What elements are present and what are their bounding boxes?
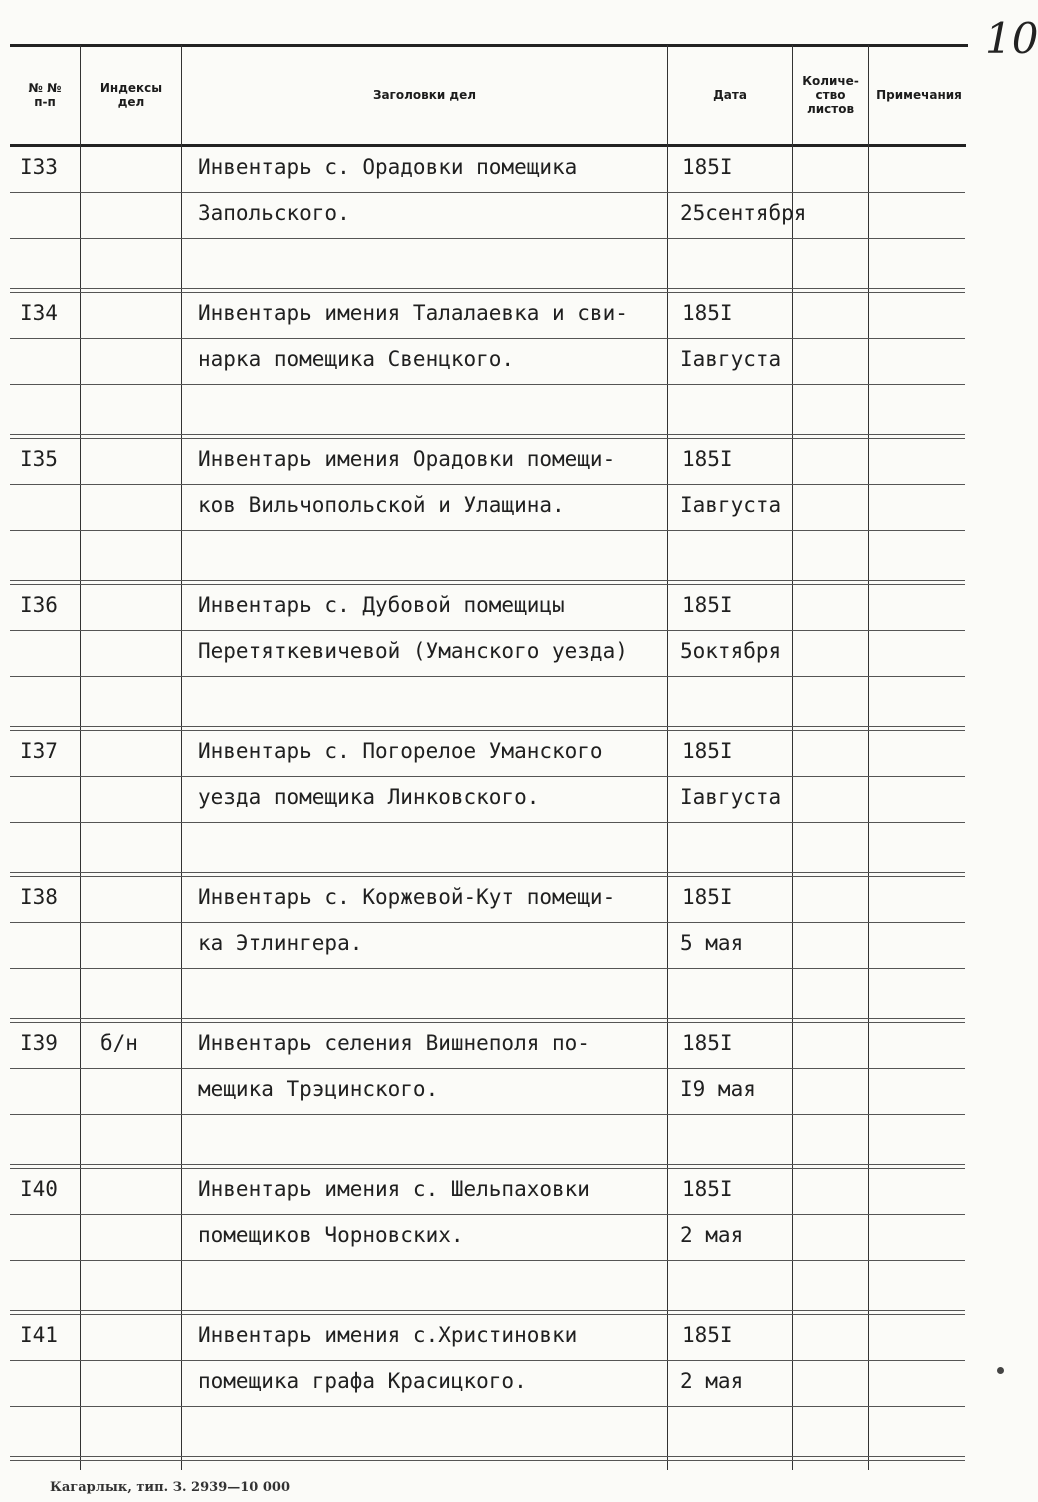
ruled-line <box>10 968 965 969</box>
record-date-day: Iавгуста <box>680 347 782 371</box>
record-number: I39 <box>20 1031 58 1055</box>
record-title-line1: Инвентарь селения Вишнеполя по- <box>198 1031 590 1055</box>
record-date-day: 5октября <box>680 639 782 663</box>
record-title-line1: Инвентарь с. Орадовки помещика <box>198 155 578 179</box>
ruled-line <box>10 922 965 923</box>
ruled-line <box>10 192 965 193</box>
record-date-year: 185I <box>682 1177 733 1201</box>
ruled-line <box>10 822 965 823</box>
header-num: № № п-п <box>28 81 62 109</box>
ruled-line <box>10 1214 965 1215</box>
record-title-line2: мещика Трэцинского. <box>198 1077 439 1101</box>
ruled-line <box>10 384 965 385</box>
ruled-line <box>10 580 965 581</box>
record-date-year: 185I <box>682 155 733 179</box>
record-title-line2: ков Вильчопольской и Улащина. <box>198 493 565 517</box>
ruled-line <box>10 288 965 289</box>
record-date-year: 185I <box>682 593 733 617</box>
ruled-line <box>10 530 965 531</box>
record-title-line1: Инвентарь с. Погорелое Уманского <box>198 739 603 763</box>
table-top-rule <box>10 44 968 47</box>
ruled-line <box>10 238 965 239</box>
record-number: I35 <box>20 447 58 471</box>
record-date-year: 185I <box>682 447 733 471</box>
record-date-year: 185I <box>682 885 733 909</box>
record-title-line2: Запольского. <box>198 201 350 225</box>
record-title-line2: нарка помещика Свенцкого. <box>198 347 515 371</box>
ruled-line <box>10 434 965 435</box>
record-date-day: I9 мая <box>680 1077 756 1101</box>
ruled-line <box>10 1310 965 1311</box>
ruled-line <box>10 676 965 677</box>
record-date-day: Iавгуста <box>680 785 782 809</box>
record-date-day: 2 мая <box>680 1223 744 1247</box>
ruled-line <box>10 872 965 873</box>
ruled-line <box>10 1456 965 1457</box>
record-title-line1: Инвентарь с. Коржевой-Кут помещи- <box>198 885 616 909</box>
header-index: Индексы дел <box>99 81 163 109</box>
record-title-line1: Инвентарь имения Талалаевка и сви- <box>198 301 628 325</box>
ruled-line <box>10 1068 965 1069</box>
ruled-line <box>10 726 965 727</box>
record-title-line1: Инвентарь с. Дубовой помещицы <box>198 593 565 617</box>
record-title-line1: Инвентарь имения с. Шельпаховки <box>198 1177 590 1201</box>
header-count: Количе- ство листов <box>802 74 859 116</box>
header-date: Дата <box>713 88 747 102</box>
record-date-year: 185I <box>682 1031 733 1055</box>
record-index: б/н <box>100 1031 138 1055</box>
record-title-line2: помещика графа Красицкого. <box>198 1369 527 1393</box>
record-title-line2: ка Этлингера. <box>198 931 363 955</box>
ruled-line <box>10 1460 965 1461</box>
ruled-line <box>10 1260 965 1261</box>
record-number: I33 <box>20 155 58 179</box>
record-number: I40 <box>20 1177 58 1201</box>
record-number: I37 <box>20 739 58 763</box>
record-title-line2: уезда помещика Линковского. <box>198 785 540 809</box>
column-divider <box>868 45 869 1470</box>
record-date-year: 185I <box>682 739 733 763</box>
record-date-day: 25сентября <box>680 201 807 225</box>
column-divider <box>667 45 668 1470</box>
record-title-line1: Инвентарь имения Орадовки помещи- <box>198 447 616 471</box>
ruled-line <box>10 1018 965 1019</box>
column-divider <box>80 45 81 1470</box>
record-number: I38 <box>20 885 58 909</box>
record-date-year: 185I <box>682 1323 733 1347</box>
ink-mark <box>997 1367 1004 1374</box>
record-title-line1: Инвентарь имения с.Христиновки <box>198 1323 578 1347</box>
record-number: I36 <box>20 593 58 617</box>
column-divider <box>181 45 182 1470</box>
record-date-day: 2 мая <box>680 1369 744 1393</box>
record-date-day: Iавгуста <box>680 493 782 517</box>
header-title: Заголовки дел <box>372 88 477 102</box>
record-date-year: 185I <box>682 301 733 325</box>
record-date-day: 5 мая <box>680 931 744 955</box>
ruled-line <box>10 1114 965 1115</box>
record-title-line2: Перетяткевичевой (Уманского уезда) <box>198 639 628 663</box>
column-divider <box>792 45 793 1470</box>
record-number: I34 <box>20 301 58 325</box>
printer-imprint: Кагарлык, тип. З. 2939—10 000 <box>50 1480 290 1495</box>
page-number: 10 <box>985 14 1038 63</box>
record-number: I41 <box>20 1323 58 1347</box>
record-title-line2: помещиков Чорновских. <box>198 1223 464 1247</box>
ruled-line <box>10 1164 965 1165</box>
header-notes: Примечания <box>876 88 962 102</box>
ruled-line <box>10 1406 965 1407</box>
